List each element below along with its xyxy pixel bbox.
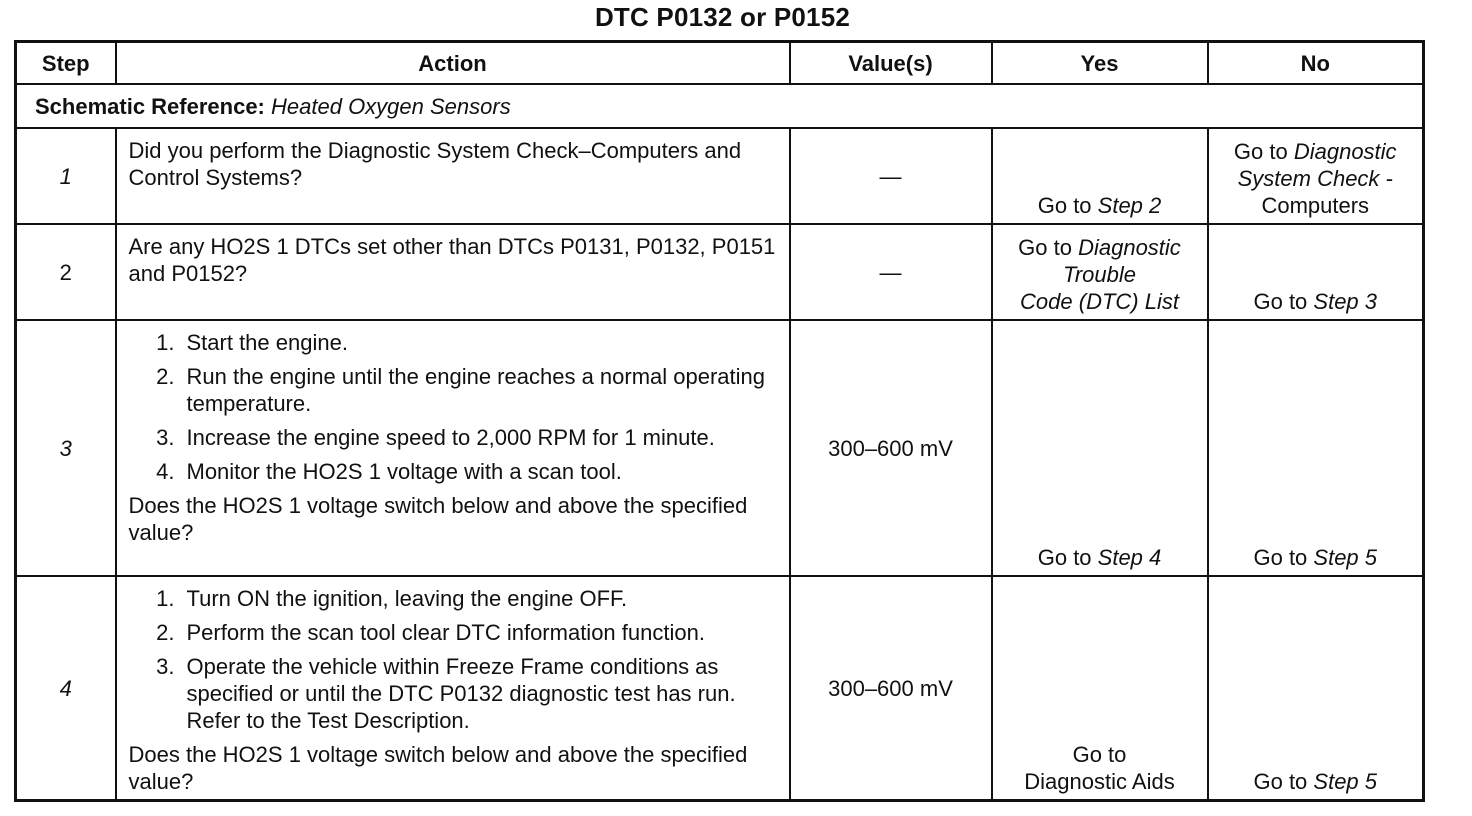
schematic-row: [16, 84, 1424, 128]
action-question: Does the HO2S 1 voltage switch below and above the specified value?: [128, 493, 748, 545]
yes-prefix: Go to: [1037, 193, 1098, 218]
header-values: Value(s): [790, 42, 992, 85]
yes-cell: [992, 576, 1208, 801]
action-question: Does the HO2S 1 voltage switch below and above the specified value?: [128, 742, 748, 794]
step-number: 3: [16, 320, 116, 576]
table-row: [16, 128, 1424, 224]
action-question: Are any HO2S 1 DTCs set other than DTCs P0131, P0132, P0151 and P0152?: [128, 234, 776, 286]
no-prefix: Go to: [1253, 289, 1314, 314]
no-link-step: Step 5: [1313, 769, 1378, 794]
header-no: No: [1208, 42, 1424, 85]
header-row: [16, 42, 1424, 85]
procedure-item: 2. Perform the scan tool clear DTC information function.: [156, 620, 705, 645]
value-cell: 300–600 mV: [790, 576, 992, 801]
value-cell: —: [790, 128, 992, 224]
yes-prefix: Go to: [1018, 235, 1079, 260]
action-cell: [116, 320, 790, 576]
table-row: [16, 320, 1424, 576]
procedure-list: [129, 329, 779, 485]
diagnostic-table: [14, 40, 1425, 802]
no-prefix: Go to: [1253, 769, 1314, 794]
schematic-ref: Heated Oxygen Sensors: [271, 93, 511, 119]
yes-link-line3: Code (DTC) List: [1020, 289, 1179, 314]
value-cell: —: [790, 224, 992, 320]
value-cell: 300–600 mV: [790, 320, 992, 576]
action-cell: [116, 128, 790, 224]
action-cell: [116, 576, 790, 801]
no-cell: [1208, 576, 1424, 801]
header-step: Step: [16, 42, 116, 85]
schematic-reference: [16, 84, 1424, 128]
no-prefix: Go to: [1233, 139, 1294, 164]
procedure-item: 1. Turn ON the ignition, leaving the engine OFF.: [156, 586, 628, 611]
table-row: [16, 576, 1424, 801]
procedure-item: 2. Run the engine until the engine reaches a normal operating temperature.: [156, 364, 766, 416]
no-link-suffix: Computers: [1261, 193, 1370, 218]
header-yes: Yes: [992, 42, 1208, 85]
no-cell: [1208, 224, 1424, 320]
procedure-item: 1. Start the engine.: [156, 330, 348, 355]
table-row: [16, 224, 1424, 320]
schematic-label: Schematic Reference:: [35, 93, 265, 119]
step-number: 4: [16, 576, 116, 801]
procedure-list: [129, 585, 779, 734]
step-number: 1: [16, 128, 116, 224]
yes-line1: Go to: [1072, 742, 1127, 767]
procedure-item: 4. Monitor the HO2S 1 voltage with a scan tool.: [156, 459, 622, 484]
no-cell: [1208, 320, 1424, 576]
page-title: DTC P0132 or P0152: [594, 2, 851, 32]
yes-link-step: Step 4: [1097, 545, 1162, 570]
action-cell: [116, 224, 790, 320]
no-link-line1: Diagnostic: [1293, 139, 1397, 164]
no-link-step: Step 5: [1313, 545, 1378, 570]
no-link-step: Step 3: [1313, 289, 1378, 314]
yes-link-line2: Trouble: [1063, 262, 1136, 287]
yes-cell: [992, 128, 1208, 224]
yes-cell: [992, 320, 1208, 576]
procedure-item: 3. Operate the vehicle within Freeze Frame conditions as specified or until the DTC P0132 diagnostic test has run. Refer to the Test Description.: [156, 654, 736, 733]
yes-line2: Diagnostic Aids: [1024, 769, 1175, 794]
no-prefix: Go to: [1253, 545, 1314, 570]
header-action: Action: [116, 42, 790, 85]
step-number: 2: [16, 224, 116, 320]
yes-link-step: Step 2: [1097, 193, 1162, 218]
no-cell: [1208, 128, 1424, 224]
action-question: Did you perform the Diagnostic System Check–Computers and Control Systems?: [128, 138, 742, 190]
no-link-line2: System Check -: [1237, 166, 1393, 191]
yes-link-line1: Diagnostic: [1078, 235, 1181, 260]
yes-prefix: Go to: [1037, 545, 1098, 570]
yes-cell: [992, 224, 1208, 320]
procedure-item: 3. Increase the engine speed to 2,000 RPM for 1 minute.: [156, 425, 715, 450]
